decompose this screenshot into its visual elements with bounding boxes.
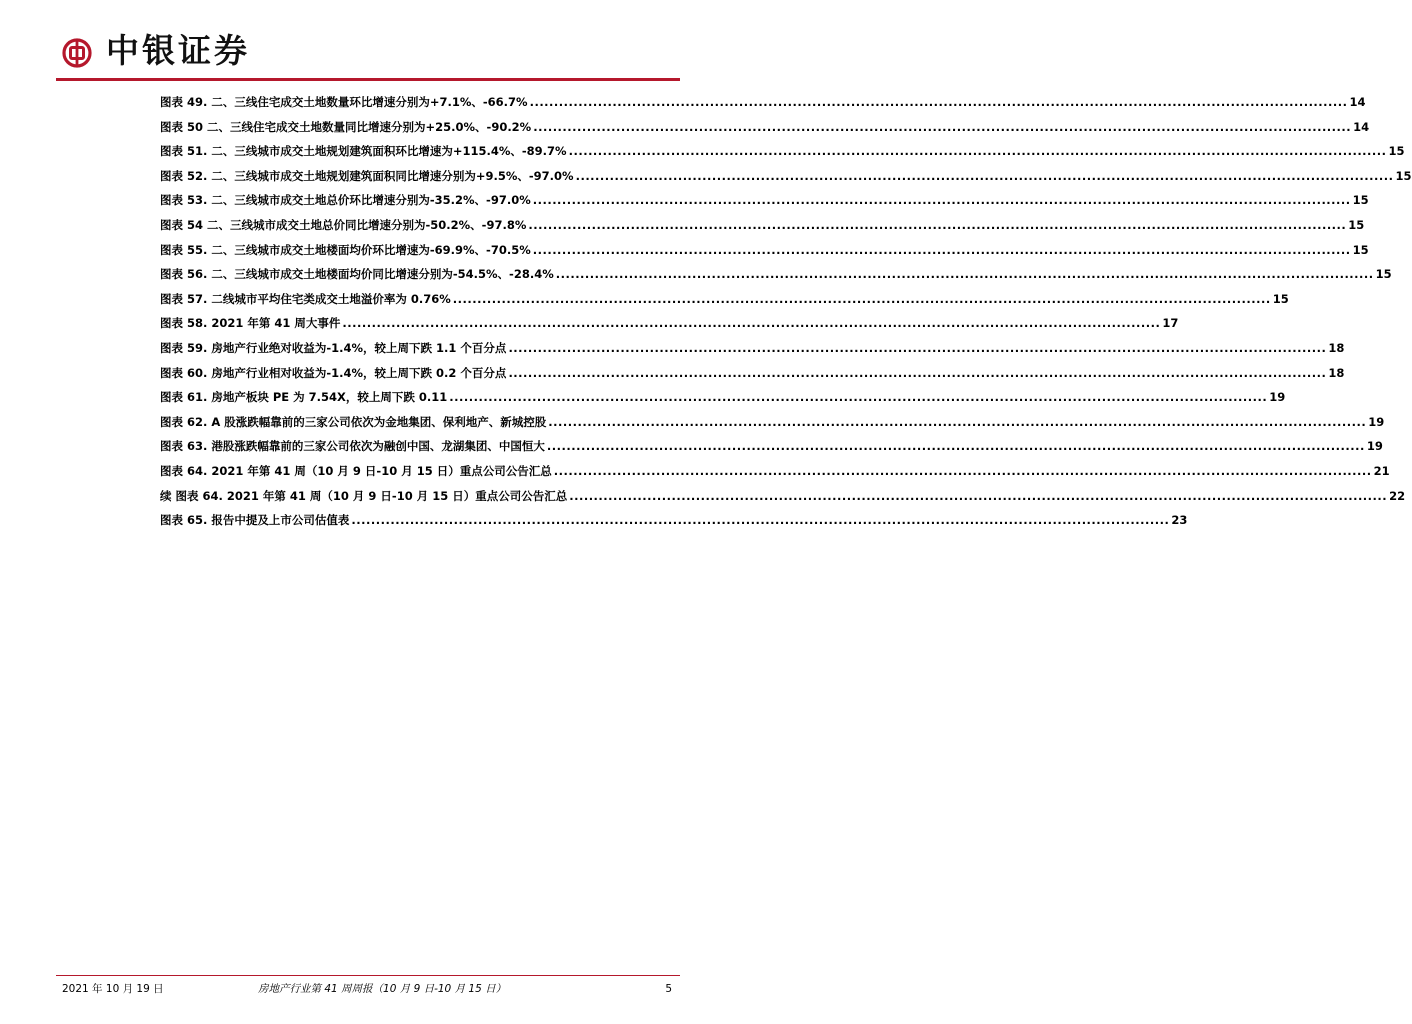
toc-dot-leader [508,361,1326,386]
toc-entry[interactable] [160,361,1345,386]
toc-dot-leader [569,139,1387,164]
toc-dot-leader [569,484,1387,509]
toc-entry-title: 图表 61. 房地产板块 PE 为 7.54X，较上周下跌 0.11 [160,390,448,405]
toc-dot-leader [547,434,1365,459]
toc-dot-leader [576,164,1394,189]
toc-entry[interactable] [160,90,1366,115]
toc-entry[interactable] [160,188,1369,213]
footer-report-title: 房地产行业第 41 周周报（10 月 9 日-10 月 15 日） [258,983,507,995]
toc-dot-leader [548,410,1366,435]
toc-entry-page: 15 [1272,291,1289,306]
toc-entry-page: 15 [1388,144,1405,159]
footer-divider [56,975,680,976]
toc-entry-page: 22 [1389,488,1406,503]
toc-entry-title: 图表 63. 港股涨跌幅靠前的三家公司依次为融创中国、龙湖集团、中国恒大 [160,439,545,454]
toc-entry[interactable] [160,164,1412,189]
toc-entry-title: 图表 57. 二线城市平均住宅类成交土地溢价率为 0.76% [160,291,451,306]
toc-entry-title: 图表 55. 二、三线城市成交土地楼面均价环比增速为-69.9%、-70.5% [160,242,531,257]
bank-of-china-logo-icon [62,38,92,68]
toc-entry-title: 图表 60. 房地产行业相对收益为-1.4%，较上周下跌 0.2 个百分点 [160,365,507,380]
toc-entry[interactable] [160,459,1390,484]
toc-entry-page: 19 [1269,390,1286,405]
toc-entry-title: 续 图表 64. 2021 年第 41 周（10 月 9 日-10 月 15 日）重点公司公告汇总 [160,488,568,503]
toc-entry[interactable] [160,434,1383,459]
toc-entry[interactable] [160,115,1370,140]
toc-entry-page: 19 [1366,439,1383,454]
toc-entry-page: 19 [1368,414,1385,429]
toc-entry[interactable] [160,287,1289,312]
toc-entry-page: 15 [1348,217,1365,232]
toc-entry[interactable] [160,262,1392,287]
toc-entry-page: 15 [1352,242,1369,257]
toc-entry-page: 15 [1375,267,1392,282]
toc-entry-title: 图表 53. 二、三线城市成交土地总价环比增速分别为-35.2%、-97.0% [160,193,531,208]
toc-dot-leader [453,287,1271,312]
toc-entry-title: 图表 52. 二、三线城市成交土地规划建筑面积同比增速分别为+9.5%、-97.0% [160,168,574,183]
toc-entry-page: 14 [1349,95,1366,109]
toc-entry-page: 18 [1328,365,1345,380]
footer-date: 2021 年 10 月 19 日 [62,983,164,995]
toc-entry-title: 图表 50 二、三线住宅成交土地数量同比增速分别为+25.0%、-90.2% [160,119,532,134]
toc-entry-title: 图表 49. 二、三线住宅成交土地数量环比增速分别为+7.1%、-66.7% [160,95,528,109]
toc-entry-page: 18 [1328,340,1345,355]
toc-entry-title: 图表 62. A 股涨跌幅靠前的三家公司依次为金地集团、保利地产、新城控股 [160,414,547,429]
footer-page-number: 5 [665,983,672,995]
toc-dot-leader [342,311,1160,336]
toc-dot-leader [533,115,1351,140]
header-divider [56,78,680,81]
toc-dot-leader [449,385,1267,410]
toc-dot-leader [351,508,1169,533]
brand-name: 中银证券 [106,31,250,70]
toc-dot-leader [508,336,1326,361]
toc-entry-title: 图表 56. 二、三线城市成交土地楼面均价同比增速分别为-54.5%、-28.4% [160,267,554,282]
page-footer [56,980,680,998]
toc-entry[interactable] [160,213,1365,238]
toc-entry-page: 15 [1395,168,1412,183]
toc-entry-page: 23 [1171,513,1188,528]
toc-entry[interactable] [160,410,1385,435]
toc-entry[interactable] [160,336,1345,361]
toc-dot-leader [556,262,1374,287]
toc-entry[interactable] [160,311,1179,336]
toc-entry-title: 图表 64. 2021 年第 41 周（10 月 9 日-10 月 15 日）重点公司公告汇总 [160,463,552,478]
toc-entry-title: 图表 58. 2021 年第 41 周大事件 [160,316,341,331]
toc-entry[interactable] [160,238,1369,263]
toc-entry-title: 图表 51. 二、三线城市成交土地规划建筑面积环比增速为+115.4%、-89.7% [160,144,567,159]
toc-entry[interactable] [160,385,1286,410]
toc-entry[interactable] [160,139,1405,164]
toc-entry-page: 14 [1353,119,1370,134]
toc-dot-leader [528,213,1346,238]
toc-entry-title: 图表 54 二、三线城市成交土地总价同比增速分别为-50.2%、-97.8% [160,217,527,232]
toc-entry-page: 17 [1162,316,1179,331]
toc-dot-leader [554,459,1372,484]
toc-entry-page: 21 [1373,463,1390,478]
toc-entry[interactable] [160,484,1406,509]
toc-entry-title: 图表 65. 报告中提及上市公司估值表 [160,513,350,528]
page-header [0,0,724,82]
toc-dot-leader [533,238,1351,263]
toc-dot-leader [530,90,1348,115]
toc-entry[interactable] [160,508,1188,533]
table-of-figures [160,90,1412,533]
toc-entry-title: 图表 59. 房地产行业绝对收益为-1.4%，较上周下跌 1.1 个百分点 [160,340,507,355]
toc-entry-page: 15 [1352,193,1369,208]
toc-dot-leader [533,188,1351,213]
